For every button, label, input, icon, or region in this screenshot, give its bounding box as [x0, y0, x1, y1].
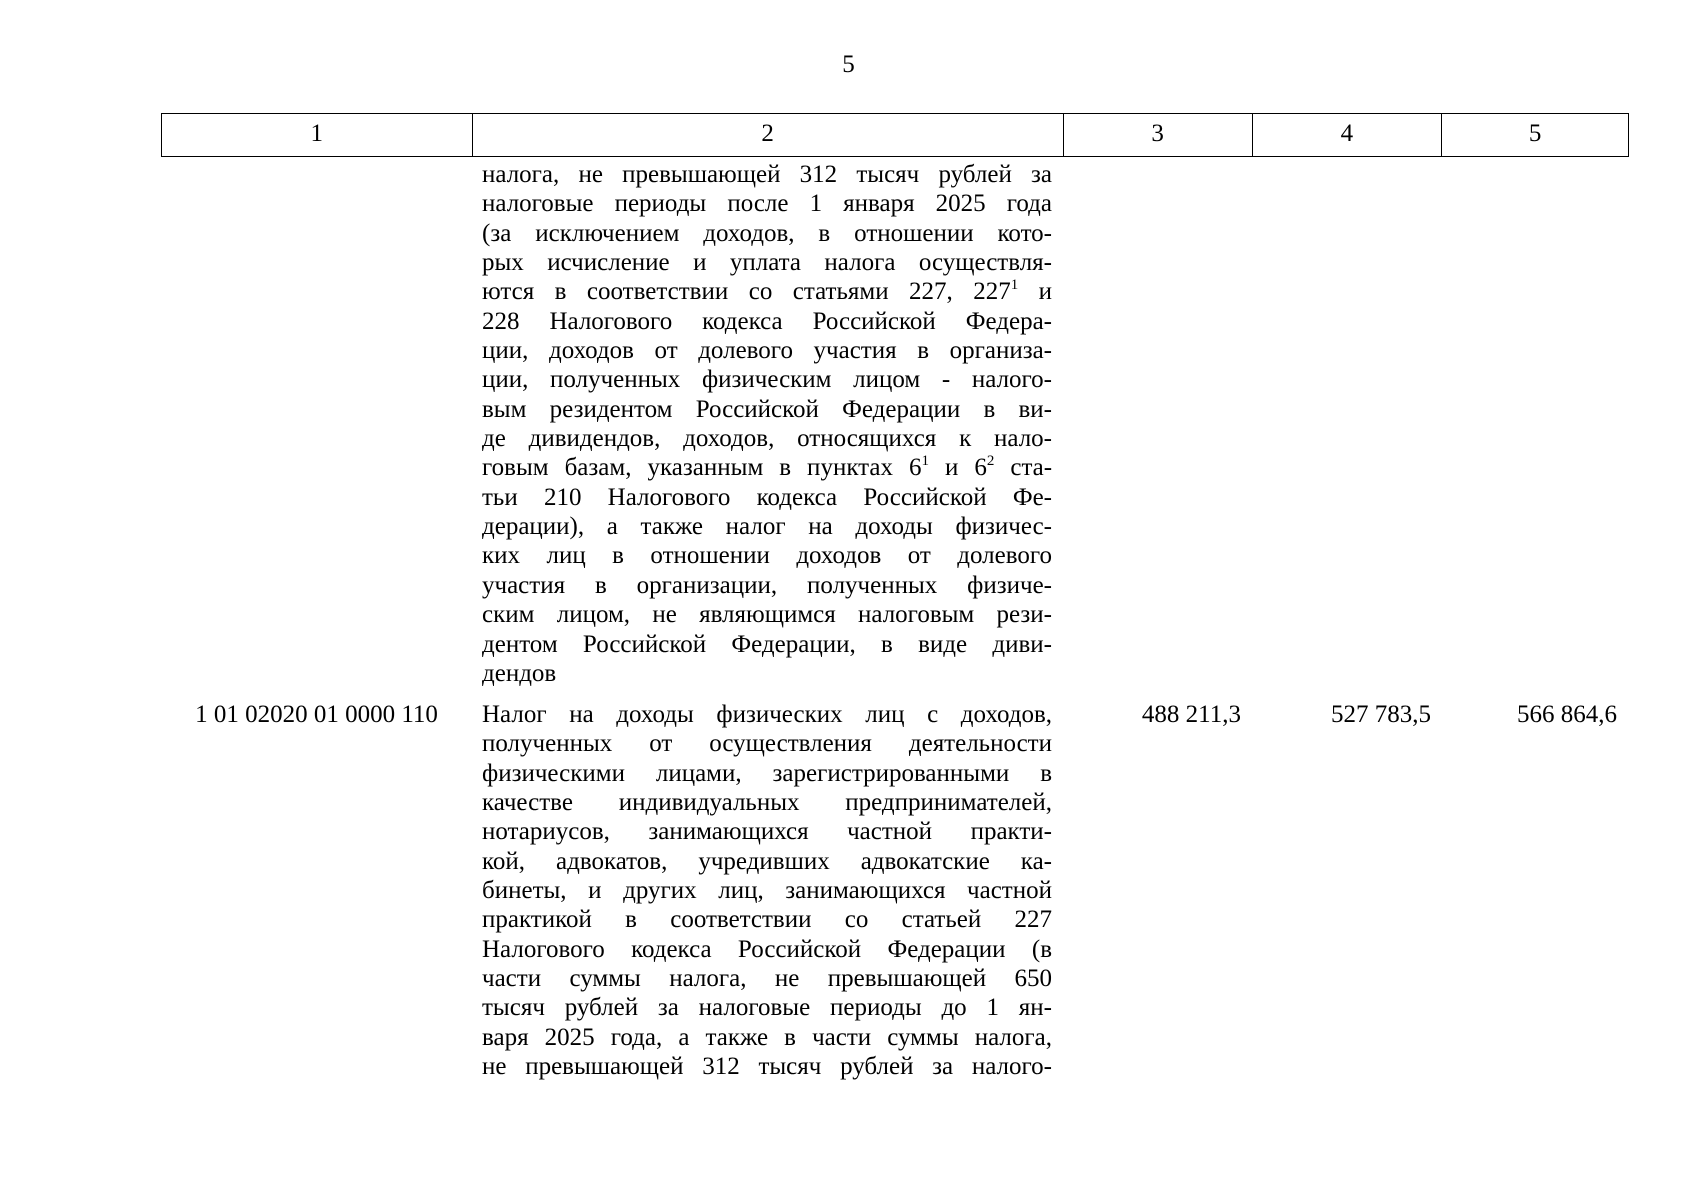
header-cell-4: 4: [1253, 114, 1443, 156]
text-line: налоговые периоды после 1 января 2025 года: [482, 190, 1052, 218]
text-line: нотариусов, занимающихся частной практи-: [482, 818, 1052, 846]
text-line: Налог на доходы физических лиц с доходов,: [482, 701, 1052, 728]
value-column-4: 527 783,5: [1331, 701, 1431, 728]
text-line: ции, доходов от долевого участия в организа-: [482, 337, 1052, 365]
value-column-3: 488 211,3: [1141, 701, 1241, 728]
header-cell-3: 3: [1064, 114, 1253, 156]
row-description: [482, 700, 1052, 1081]
text-line: дентом Российской Федерации, в виде диви-: [482, 630, 1052, 658]
text-line: практикой в соответствии со статьей 227: [482, 906, 1052, 934]
text-line: тьи 210 Налогового кодекса Российской Фе-: [482, 483, 1052, 511]
text-line: дендов: [482, 659, 557, 687]
text-line: 228 Налогового кодекса Российской Федера-: [482, 307, 1052, 335]
text-line: ским лицом, не являющимся налоговым рези-: [482, 601, 1052, 629]
text-line: бинеты, и других лиц, занимающихся частной: [482, 877, 1052, 905]
header-cell-5: 5: [1528, 120, 1542, 147]
value-column-5: 566 864,6: [1517, 701, 1617, 728]
header-cell-1: 1: [162, 114, 473, 156]
text-line: ции, полученных физическим лицом - налого-: [482, 366, 1052, 394]
table-header-row: [161, 113, 1629, 157]
text-line: не превышающей 312 тысяч рублей за налого-: [482, 1053, 1052, 1081]
text-line: варя 2025 года, а также в части суммы налога,: [482, 1023, 1052, 1051]
text-line: полученных от осуществления деятельности: [482, 730, 1052, 758]
text-line: качестве индивидуальных предпринимателей,: [482, 789, 1052, 817]
text-line: говым базам, указанным в пунктах $6^1$ и $6^2$ ста-: [482, 453, 1053, 482]
text-line: дерации), а также налог на доходы физичес-: [482, 513, 1052, 541]
text-line: ются в соответствии со статьями 227, $227^1$ и: [482, 277, 1053, 306]
header-cell-2: 2: [473, 114, 1064, 156]
text-line: вым резидентом Российской Федерации в ви-: [482, 395, 1052, 423]
text-line: части суммы налога, не превышающей 650: [482, 965, 1052, 993]
text-line: Налогового кодекса Российской Федерации (в: [482, 935, 1052, 963]
continued-row-description: [482, 160, 1052, 688]
text-line: участия в организации, полученных физиче-: [482, 571, 1052, 599]
page-number: 5: [842, 51, 855, 78]
text-line: физическими лицами, зарегистрированными в: [482, 759, 1052, 787]
text-line: ких лиц в отношении доходов от долевого: [482, 542, 1052, 570]
text-line: тысяч рублей за налоговые периоды до 1 ян-: [482, 994, 1052, 1022]
text-line: налога, не превышающей 312 тысяч рублей за: [482, 161, 1052, 188]
budget-classification-code: 1 01 02020 01 0000 110: [195, 701, 438, 728]
text-line: (за исключением доходов, в отношении кото-: [482, 219, 1052, 247]
text-line: де дивидендов, доходов, относящихся к нало-: [482, 425, 1052, 453]
text-line: рых исчисление и уплата налога осуществля-: [482, 249, 1052, 277]
text-line: кой, адвокатов, учредивших адвокатские ка-: [482, 847, 1052, 875]
